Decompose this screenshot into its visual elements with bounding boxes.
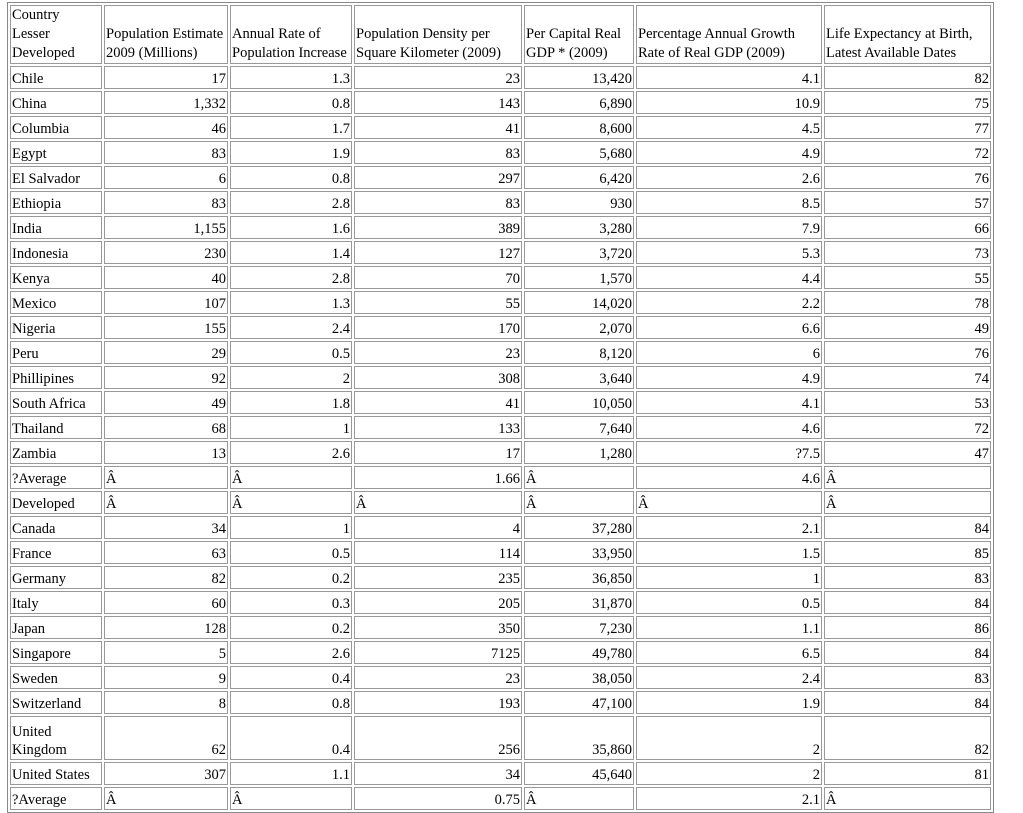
gdp-growth-cell: 4.4 (636, 266, 822, 289)
country-cell: United Kingdom (10, 716, 102, 760)
rate-increase-cell: 2.6 (230, 441, 352, 464)
header-row (10, 5, 991, 64)
rate-increase-cell: 1.3 (230, 66, 352, 89)
country-cell: ?Average (10, 466, 102, 489)
population-cell: 17 (104, 66, 228, 89)
rate-increase-cell: Â (230, 787, 352, 810)
gdp-growth-cell: 6 (636, 341, 822, 364)
gdp-growth-cell: 4.5 (636, 116, 822, 139)
gdp-per-capita-cell: 37,280 (524, 516, 634, 539)
country-cell: Thailand (10, 416, 102, 439)
population-cell: 92 (104, 366, 228, 389)
country-cell: El Salvador (10, 166, 102, 189)
header-gdp-growth: Percentage Annual Growth Rate of Real GDP (2009) (636, 5, 822, 64)
gdp-per-capita-cell: 2,070 (524, 316, 634, 339)
table-row (10, 691, 991, 714)
table-row (10, 366, 991, 389)
country-cell: Kenya (10, 266, 102, 289)
gdp-growth-cell: 10.9 (636, 91, 822, 114)
rate-increase-cell: 1 (230, 416, 352, 439)
gdp-per-capita-cell: 3,280 (524, 216, 634, 239)
gdp-growth-cell: 2.1 (636, 516, 822, 539)
density-cell: 1.66 (354, 466, 522, 489)
header-life-expectancy: Life Expectancy at Birth, Latest Available Dates (824, 5, 991, 64)
table-row (10, 641, 991, 664)
life-expectancy-cell: Â (824, 491, 991, 514)
population-cell: 40 (104, 266, 228, 289)
gdp-growth-cell: 1 (636, 566, 822, 589)
life-expectancy-cell: 84 (824, 516, 991, 539)
density-cell: 133 (354, 416, 522, 439)
population-cell: 49 (104, 391, 228, 414)
density-cell: 70 (354, 266, 522, 289)
density-cell: 83 (354, 141, 522, 164)
life-expectancy-cell: Â (824, 466, 991, 489)
density-cell: 193 (354, 691, 522, 714)
life-expectancy-cell: 83 (824, 566, 991, 589)
population-cell: 8 (104, 691, 228, 714)
header-population: Population Estimate 2009 (Millions) (104, 5, 228, 64)
rate-increase-cell: 0.4 (230, 716, 352, 760)
gdp-growth-cell: 5.3 (636, 241, 822, 264)
life-expectancy-cell: 77 (824, 116, 991, 139)
rate-increase-cell: 1.6 (230, 216, 352, 239)
gdp-per-capita-cell: 7,640 (524, 416, 634, 439)
rate-increase-cell: 1.1 (230, 762, 352, 785)
gdp-per-capita-cell: 8,120 (524, 341, 634, 364)
gdp-growth-cell: 4.6 (636, 466, 822, 489)
population-cell: Â (104, 491, 228, 514)
gdp-growth-cell: 1.9 (636, 691, 822, 714)
gdp-per-capita-cell: 7,230 (524, 616, 634, 639)
density-cell: 308 (354, 366, 522, 389)
country-cell: Columbia (10, 116, 102, 139)
density-cell: 23 (354, 66, 522, 89)
table-row (10, 341, 991, 364)
gdp-growth-cell: 6.5 (636, 641, 822, 664)
life-expectancy-cell: 49 (824, 316, 991, 339)
gdp-per-capita-cell: 6,890 (524, 91, 634, 114)
rate-increase-cell: 1.4 (230, 241, 352, 264)
table-row (10, 466, 991, 489)
density-cell: 114 (354, 541, 522, 564)
gdp-per-capita-cell: 3,640 (524, 366, 634, 389)
rate-increase-cell: 0.5 (230, 341, 352, 364)
country-cell: Nigeria (10, 316, 102, 339)
gdp-per-capita-cell: 5,680 (524, 141, 634, 164)
life-expectancy-cell: 82 (824, 66, 991, 89)
gdp-growth-cell: 1.5 (636, 541, 822, 564)
header-rate-increase: Annual Rate of Population Increase (230, 5, 352, 64)
header-gdp-per-capita: Per Capital Real GDP * (2009) (524, 5, 634, 64)
gdp-per-capita-cell: 38,050 (524, 666, 634, 689)
country-cell: Egypt (10, 141, 102, 164)
rate-increase-cell: 0.5 (230, 541, 352, 564)
gdp-per-capita-cell: 13,420 (524, 66, 634, 89)
rate-increase-cell: 1.3 (230, 291, 352, 314)
gdp-per-capita-cell: 49,780 (524, 641, 634, 664)
life-expectancy-cell: 82 (824, 716, 991, 760)
country-cell: France (10, 541, 102, 564)
gdp-growth-cell: Â (636, 491, 822, 514)
gdp-growth-cell: 2 (636, 762, 822, 785)
gdp-growth-cell: 4.9 (636, 141, 822, 164)
population-cell: 46 (104, 116, 228, 139)
gdp-growth-cell: 8.5 (636, 191, 822, 214)
table-row (10, 491, 991, 514)
life-expectancy-cell: 76 (824, 341, 991, 364)
life-expectancy-cell: 47 (824, 441, 991, 464)
density-cell: 7125 (354, 641, 522, 664)
life-expectancy-cell: 72 (824, 416, 991, 439)
life-expectancy-cell: 84 (824, 691, 991, 714)
gdp-growth-cell: 0.5 (636, 591, 822, 614)
population-cell: 34 (104, 516, 228, 539)
population-cell: 1,155 (104, 216, 228, 239)
gdp-per-capita-cell: 47,100 (524, 691, 634, 714)
rate-increase-cell: 2 (230, 366, 352, 389)
country-cell: Switzerland (10, 691, 102, 714)
density-cell: 297 (354, 166, 522, 189)
density-cell: 389 (354, 216, 522, 239)
population-cell: 6 (104, 166, 228, 189)
gdp-growth-cell: 4.1 (636, 391, 822, 414)
gdp-growth-cell: 2.6 (636, 166, 822, 189)
gdp-per-capita-cell: 36,850 (524, 566, 634, 589)
population-cell: 13 (104, 441, 228, 464)
life-expectancy-cell: 72 (824, 141, 991, 164)
life-expectancy-cell: 75 (824, 91, 991, 114)
country-cell: Developed (10, 491, 102, 514)
country-cell: Ethiopia (10, 191, 102, 214)
life-expectancy-cell: 57 (824, 191, 991, 214)
population-cell: 5 (104, 641, 228, 664)
gdp-growth-cell: 2.1 (636, 787, 822, 810)
table-row (10, 191, 991, 214)
gdp-per-capita-cell: 8,600 (524, 116, 634, 139)
country-cell: Phillipines (10, 366, 102, 389)
table-row (10, 166, 991, 189)
table-row (10, 291, 991, 314)
table-row (10, 541, 991, 564)
life-expectancy-cell: Â (824, 787, 991, 810)
table-row (10, 566, 991, 589)
table-row (10, 616, 991, 639)
life-expectancy-cell: 83 (824, 666, 991, 689)
gdp-per-capita-cell: 3,720 (524, 241, 634, 264)
density-cell: 170 (354, 316, 522, 339)
density-cell: 34 (354, 762, 522, 785)
rate-increase-cell: 1.9 (230, 141, 352, 164)
table-row (10, 666, 991, 689)
population-cell: 230 (104, 241, 228, 264)
table-row (10, 141, 991, 164)
rate-increase-cell: 2.4 (230, 316, 352, 339)
country-cell: South Africa (10, 391, 102, 414)
gdp-growth-cell: 4.6 (636, 416, 822, 439)
life-expectancy-cell: 55 (824, 266, 991, 289)
rate-increase-cell: 0.8 (230, 166, 352, 189)
country-cell: India (10, 216, 102, 239)
life-expectancy-cell: 84 (824, 641, 991, 664)
population-cell: 82 (104, 566, 228, 589)
rate-increase-cell: 0.4 (230, 666, 352, 689)
density-cell: 205 (354, 591, 522, 614)
gdp-per-capita-cell: 14,020 (524, 291, 634, 314)
life-expectancy-cell: 74 (824, 366, 991, 389)
life-expectancy-cell: 81 (824, 762, 991, 785)
population-cell: 107 (104, 291, 228, 314)
table-row (10, 216, 991, 239)
gdp-per-capita-cell: 6,420 (524, 166, 634, 189)
country-cell: Japan (10, 616, 102, 639)
table-body (10, 66, 991, 810)
population-cell: 29 (104, 341, 228, 364)
country-cell: Singapore (10, 641, 102, 664)
country-statistics-table (7, 2, 994, 813)
density-cell: 256 (354, 716, 522, 760)
life-expectancy-cell: 84 (824, 591, 991, 614)
density-cell: 17 (354, 441, 522, 464)
gdp-per-capita-cell: 930 (524, 191, 634, 214)
country-cell: Mexico (10, 291, 102, 314)
population-cell: 1,332 (104, 91, 228, 114)
country-cell: Canada (10, 516, 102, 539)
rate-increase-cell: 2.8 (230, 266, 352, 289)
table-row (10, 716, 991, 760)
life-expectancy-cell: 66 (824, 216, 991, 239)
population-cell: 128 (104, 616, 228, 639)
population-cell: 60 (104, 591, 228, 614)
country-cell: Peru (10, 341, 102, 364)
rate-increase-cell: 0.3 (230, 591, 352, 614)
header-country: Country Lesser Developed (10, 5, 102, 64)
rate-increase-cell: 0.2 (230, 616, 352, 639)
population-cell: 63 (104, 541, 228, 564)
rate-increase-cell: Â (230, 491, 352, 514)
life-expectancy-cell: 53 (824, 391, 991, 414)
gdp-per-capita-cell: Â (524, 491, 634, 514)
density-cell: 23 (354, 666, 522, 689)
density-cell: 4 (354, 516, 522, 539)
table-row (10, 116, 991, 139)
country-cell: Indonesia (10, 241, 102, 264)
rate-increase-cell: 1 (230, 516, 352, 539)
table-row (10, 66, 991, 89)
gdp-growth-cell: 6.6 (636, 316, 822, 339)
density-cell: 0.75 (354, 787, 522, 810)
density-cell: 55 (354, 291, 522, 314)
rate-increase-cell: Â (230, 466, 352, 489)
population-cell: 155 (104, 316, 228, 339)
gdp-growth-cell: 2.2 (636, 291, 822, 314)
density-cell: 41 (354, 391, 522, 414)
rate-increase-cell: 0.8 (230, 691, 352, 714)
table-row (10, 266, 991, 289)
table-row (10, 241, 991, 264)
gdp-growth-cell: 7.9 (636, 216, 822, 239)
density-cell: 235 (354, 566, 522, 589)
gdp-per-capita-cell: 1,570 (524, 266, 634, 289)
rate-increase-cell: 1.7 (230, 116, 352, 139)
population-cell: 68 (104, 416, 228, 439)
document-page (7, 2, 994, 813)
gdp-growth-cell: 2 (636, 716, 822, 760)
density-cell: 23 (354, 341, 522, 364)
life-expectancy-cell: 86 (824, 616, 991, 639)
population-cell: 307 (104, 762, 228, 785)
life-expectancy-cell: 78 (824, 291, 991, 314)
table-row (10, 441, 991, 464)
life-expectancy-cell: 76 (824, 166, 991, 189)
density-cell: Â (354, 491, 522, 514)
country-cell: Sweden (10, 666, 102, 689)
density-cell: 350 (354, 616, 522, 639)
table-row (10, 91, 991, 114)
rate-increase-cell: 2.6 (230, 641, 352, 664)
gdp-growth-cell: 4.1 (636, 66, 822, 89)
gdp-per-capita-cell: Â (524, 466, 634, 489)
rate-increase-cell: 0.8 (230, 91, 352, 114)
gdp-growth-cell: 2.4 (636, 666, 822, 689)
country-cell: United States (10, 762, 102, 785)
density-cell: 143 (354, 91, 522, 114)
country-cell: Chile (10, 66, 102, 89)
table-row (10, 391, 991, 414)
gdp-per-capita-cell: 35,860 (524, 716, 634, 760)
density-cell: 127 (354, 241, 522, 264)
population-cell: 83 (104, 191, 228, 214)
table-row (10, 762, 991, 785)
gdp-per-capita-cell: 45,640 (524, 762, 634, 785)
population-cell: Â (104, 787, 228, 810)
population-cell: 83 (104, 141, 228, 164)
life-expectancy-cell: 73 (824, 241, 991, 264)
life-expectancy-cell: 85 (824, 541, 991, 564)
country-cell: Italy (10, 591, 102, 614)
table-row (10, 316, 991, 339)
gdp-growth-cell: ?7.5 (636, 441, 822, 464)
country-cell: China (10, 91, 102, 114)
population-cell: 62 (104, 716, 228, 760)
rate-increase-cell: 2.8 (230, 191, 352, 214)
gdp-per-capita-cell: 10,050 (524, 391, 634, 414)
population-cell: Â (104, 466, 228, 489)
population-cell: 9 (104, 666, 228, 689)
gdp-per-capita-cell: 31,870 (524, 591, 634, 614)
rate-increase-cell: 0.2 (230, 566, 352, 589)
country-cell: Germany (10, 566, 102, 589)
gdp-growth-cell: 1.1 (636, 616, 822, 639)
header-density: Population Density per Square Kilometer (2009) (354, 5, 522, 64)
country-cell: Zambia (10, 441, 102, 464)
table-row (10, 516, 991, 539)
density-cell: 41 (354, 116, 522, 139)
table-row (10, 591, 991, 614)
rate-increase-cell: 1.8 (230, 391, 352, 414)
gdp-per-capita-cell: 1,280 (524, 441, 634, 464)
table-row (10, 416, 991, 439)
gdp-per-capita-cell: Â (524, 787, 634, 810)
gdp-growth-cell: 4.9 (636, 366, 822, 389)
density-cell: 83 (354, 191, 522, 214)
country-cell: ?Average (10, 787, 102, 810)
gdp-per-capita-cell: 33,950 (524, 541, 634, 564)
